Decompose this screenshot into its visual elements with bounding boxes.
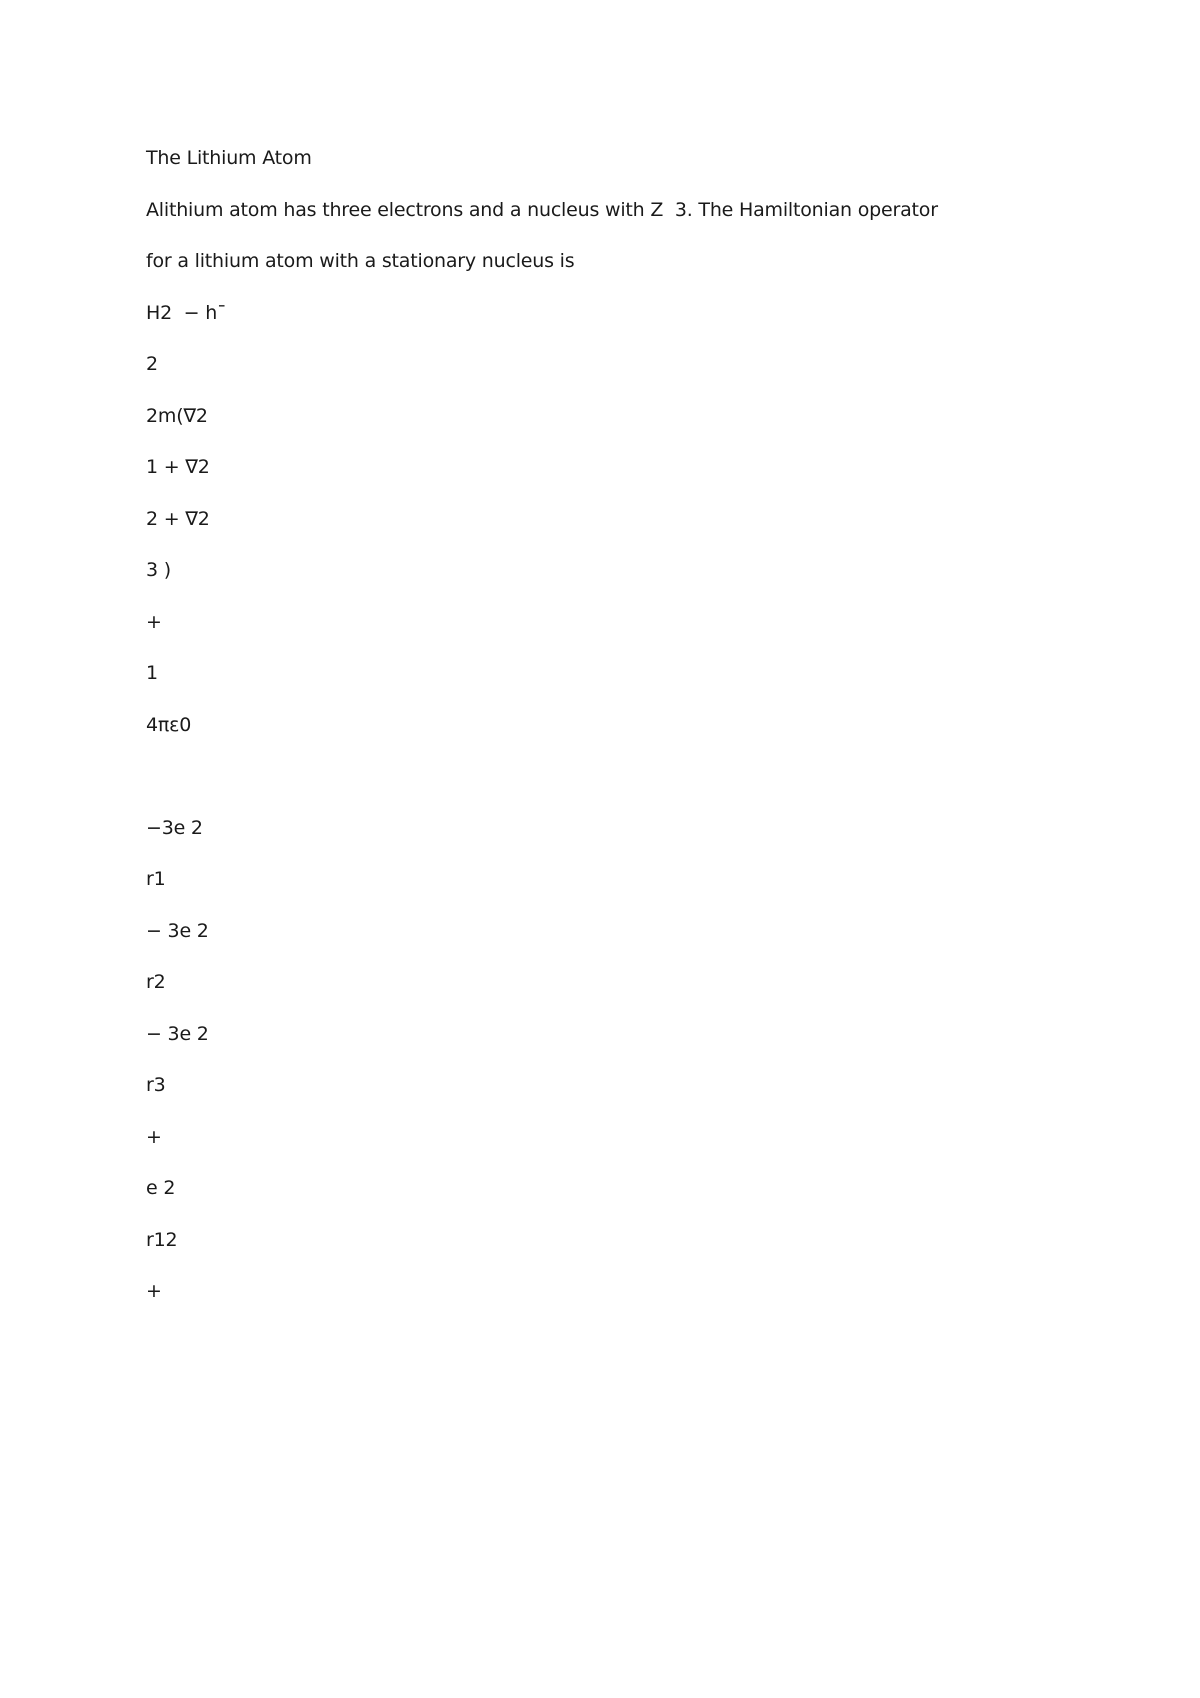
equation-line: 2m(∇2 — [146, 404, 208, 427]
document-title: The Lithium Atom — [146, 147, 312, 169]
equation-line: r3 — [146, 1074, 166, 1096]
equation-line: 1 + ∇2 — [146, 456, 210, 478]
equation-line: 2 — [146, 353, 158, 375]
equation-line: + — [146, 1125, 162, 1148]
equation-line: 2 + ∇2 — [146, 507, 210, 530]
document-body — [146, 147, 1106, 1332]
equation-line: 3 ) — [146, 559, 171, 581]
equation-line: H2 − h¯ — [146, 301, 227, 324]
equation-line: r12 — [146, 1228, 178, 1251]
paragraph-line-1: Alithium atom has three electrons and a nucleus with Z 3. The Hamiltonian operator — [146, 198, 938, 221]
equation-line: e 2 — [146, 1177, 176, 1199]
equation-line: − 3e 2 — [146, 919, 209, 942]
equation-line: 1 — [146, 662, 158, 684]
equation-line: r2 — [146, 971, 166, 993]
equation-line: −3e 2 — [146, 816, 203, 839]
equation-line: + — [146, 610, 162, 633]
equation-line: + — [146, 1280, 162, 1302]
equation-line: − 3e 2 — [146, 1022, 209, 1045]
equation-line: r1 — [146, 868, 166, 890]
paragraph-line-2: for a lithium atom with a stationary nucleus is — [146, 250, 575, 272]
equation-line: 4πε0 — [146, 713, 192, 736]
